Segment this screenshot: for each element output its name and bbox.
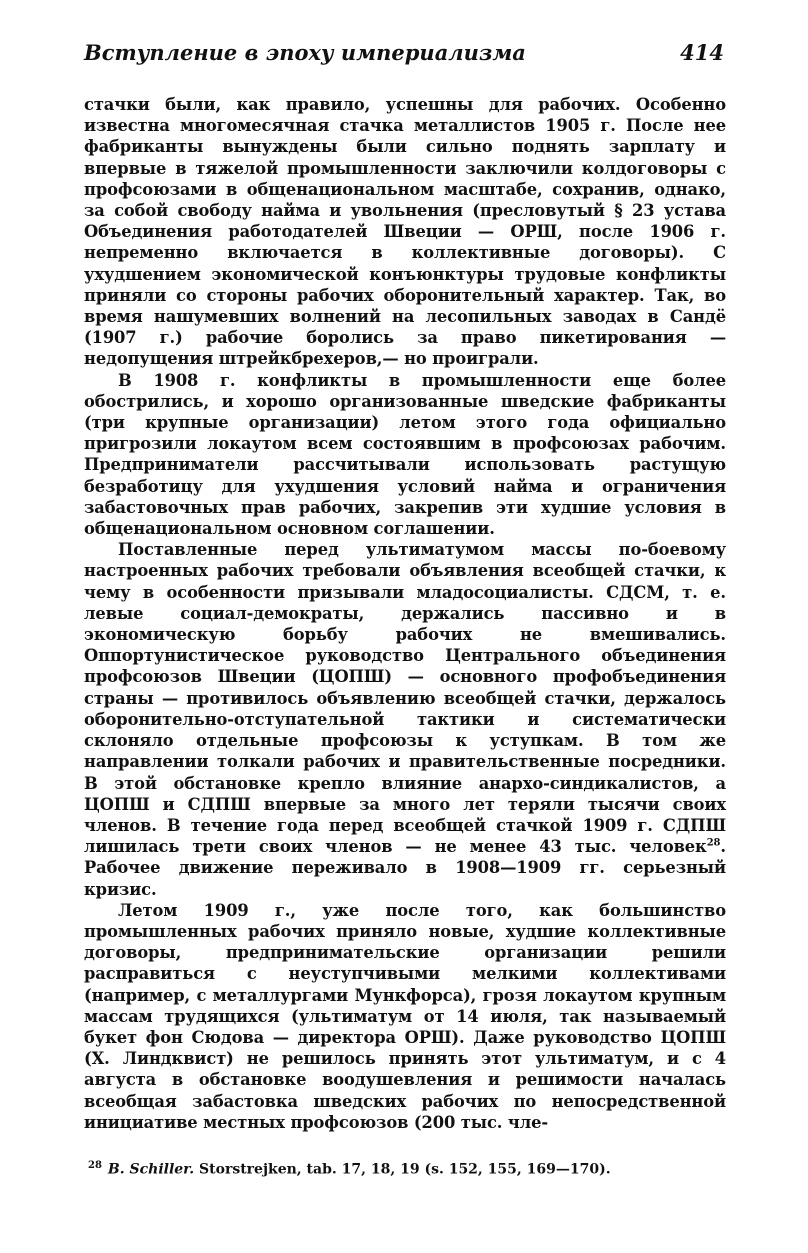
book-page: [84, 40, 726, 1179]
footnote-marker: 28: [88, 1159, 102, 1171]
paragraph-4: Летом 1909 г., уже после того, как большинство промышленных рабочих приняло новые, худшие коллективные договоры, предпринимательские организации решили расправиться с неуступчивыми мелкими коллективами (например, с металлургами Мункфорса), грозя локаутом крупным массам трудящихся (ультиматум от 14 июля, так называемый букет фон Сюдова — директора ОРШ). Даже руководство ЦОПШ (Х. Линдквист) не решилось принять этот ультиматум, и с 4 августа в обстановке воодушевления и решимости началась всеобщая забастовка шведских рабочих по непосредственной инициативе местных профсоюзов (200 тыс. чле-: [84, 900, 726, 1132]
footnote-text: Storstrejken, tab. 17, 18, 19 (s. 152, 155, 169—170).: [199, 1161, 611, 1178]
page-number: 414: [680, 40, 724, 65]
paragraph-3: [84, 539, 726, 899]
main-text: [84, 94, 726, 1133]
footnote-reference[interactable]: 28: [706, 837, 721, 849]
running-header: [84, 40, 726, 70]
footnote: [84, 1157, 726, 1179]
paragraph-2: В 1908 г. конфликты в промышленности еще более обострились, и хорошо организованные шведские фабриканты (три крупные организации) летом этого года официально пригрозили локаутом всем состоявшим в профсоюзах рабочим. Предприниматели рассчитывали использовать растущую безработицу для ухудшения условий найма и ограничения забастовочных прав рабочих, закрепив эти худшие условия в общенациональном основном соглашении.: [84, 370, 726, 539]
footnote-author: B. Schiller.: [107, 1161, 195, 1178]
running-title: Вступление в эпоху империализма: [84, 40, 526, 65]
paragraph-3-text-a: Поставленные перед ультиматумом массы по-боевому настроенных рабочих требовали объявления всеобщей стачки, к чему в особенности призывали младосоциалисты. СДСМ, т. е. левые социал-демократы, держались пассивно и в экономическую борьбу рабочих не вмешивались. Оппортунистическое руководство Центрального объединения профсоюзов Швеции (ЦОПШ) — основного профобъединения страны — противилось объявлению всеобщей стачки, держалось оборонительно-отступательной тактики и систематически склоняло отдельные профсоюзы к уступкам. В том же направлении толкали рабочих и правительственные посредники. В этой обстановке крепло влияние анархо-синдикалистов, а ЦОПШ и СДПШ впервые за много лет теряли тысячи своих членов. В течение года перед всеобщей стачкой 1909 г. СДПШ лишилась трети своих членов — не менее 43 тыс. человек: [84, 540, 726, 857]
paragraph-1: стачки были, как правило, успешны для рабочих. Особенно известна многомесячная стачка металлистов 1905 г. После нее фабриканты вынуждены были сильно поднять зарплату и впервые в тяжелой промышленности заключили колдоговоры с профсоюзами в общенациональном масштабе, сохранив, однако, за собой свободу найма и увольнения (пресловутый § 23 устава Объединения работодателей Швеции — ОРШ, после 1906 г. непременно включается в коллективные договоры). С ухудшением экономической конъюнктуры трудовые конфликты приняли со стороны рабочих оборонительный характер. Так, во время нашумевших волнений на лесопильных заводах в Сандё (1907 г.) рабочие боролись за право пикетирования — недопущения штрейкбрехеров,— но проиграли.: [84, 95, 726, 369]
paragraph-3-text-b: . Рабочее движение переживало в 1908—1909 гг. серьезный кризис.: [84, 837, 726, 899]
